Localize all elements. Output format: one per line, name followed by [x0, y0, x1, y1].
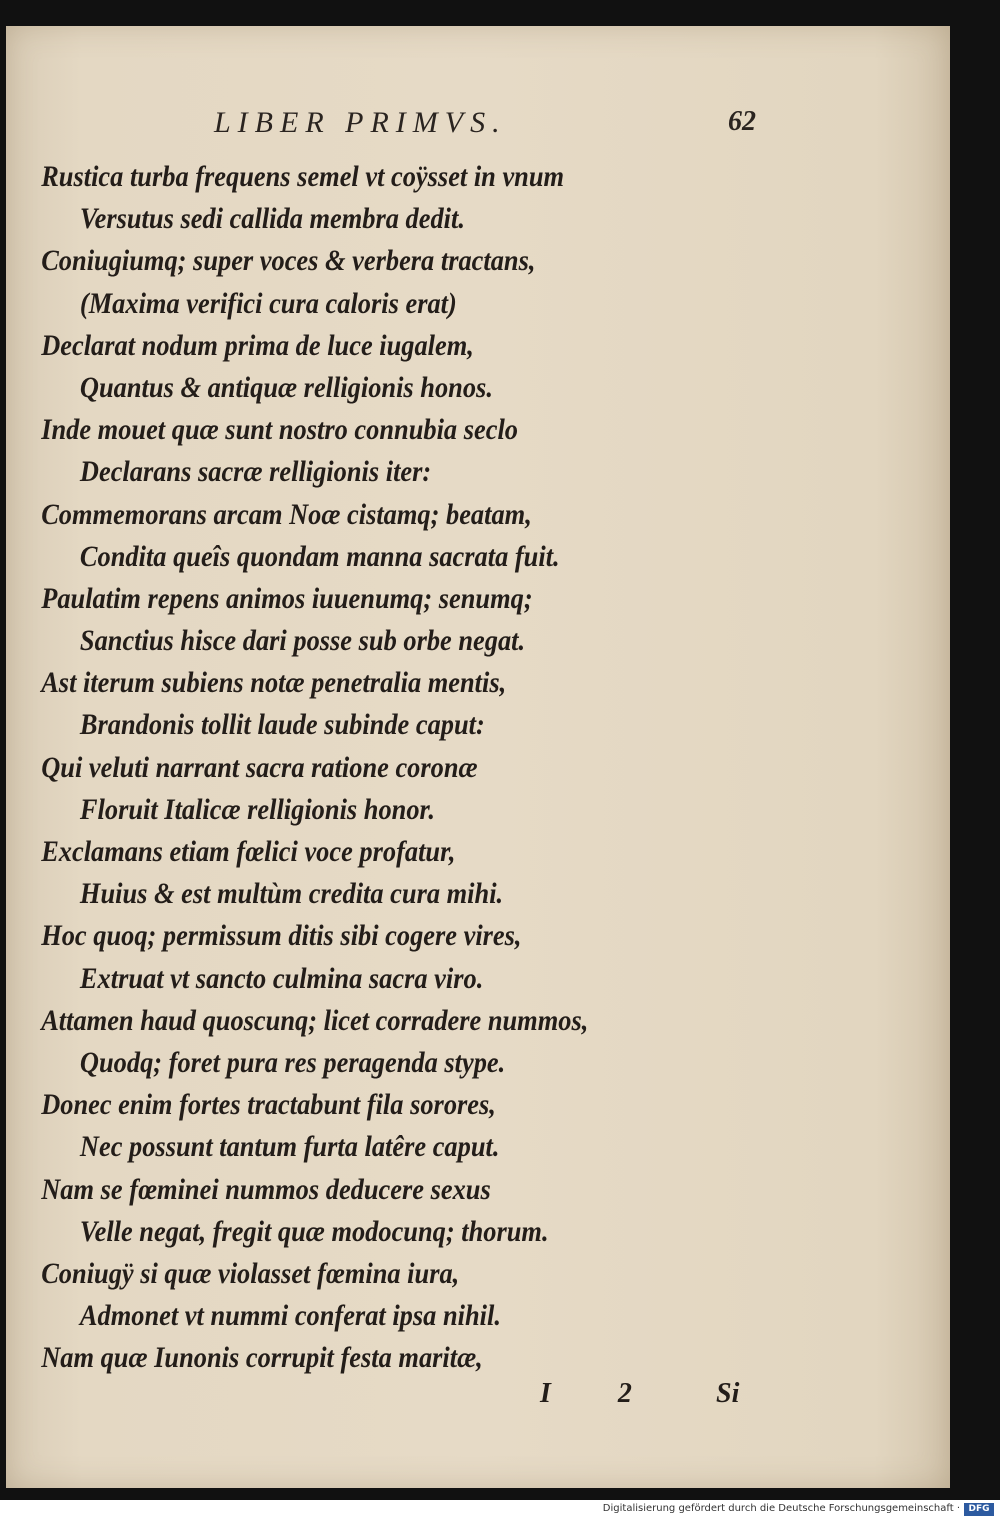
book-page [6, 26, 950, 1488]
verse-line: (Maxima verifici cura caloris erat) [79, 286, 457, 320]
verse-line: Qui veluti narrant sacra ratione coronæ [41, 750, 478, 784]
verse-line: Ast iterum subiens notæ penetralia mentis, [41, 666, 507, 700]
verse-line: Brandonis tollit laude subinde caput: [79, 708, 485, 742]
verse-line: Quodq; foret pura res peragenda stype. [79, 1045, 506, 1079]
verse-line: Exclamans etiam fœlici voce profatur, [41, 835, 456, 868]
verse-line: Attamen haud quoscunq; licet corradere nummos, [41, 1003, 589, 1037]
verse-line: Condita queîs quondam manna sacrata fuit. [79, 539, 560, 573]
verse-line: Nam se fœminei nummos deducere sexus [41, 1172, 491, 1206]
verse-line: Sanctius hisce dari posse sub orbe negat. [79, 624, 526, 658]
footer-bar [0, 1500, 1000, 1520]
verse-line: Inde mouet quæ sunt nostro connubia seclo [41, 413, 518, 447]
verse-line: Hoc quoq; permissum ditis sibi cogere vires, [41, 919, 522, 953]
verse-line: Declarans sacræ relligionis iter: [79, 455, 432, 489]
verse-line: Donec enim fortes tractabunt fila sorores, [41, 1088, 496, 1122]
verse-line: Commemorans arcam Noæ cistamq; beatam, [41, 497, 532, 531]
signature-mark: I 2 [540, 1378, 662, 1409]
verse-list [6, 156, 950, 1379]
verse-line: Declarat nodum prima de luce iugalem, [41, 328, 474, 362]
verse-line: Quantus & antiquæ relligionis honos. [79, 370, 493, 404]
verse-line: Versutus sedi callida membra dedit. [79, 202, 465, 236]
dfg-logo: DFG [964, 1503, 994, 1516]
funding-credit: Digitalisierung gefördert durch die Deutsche Forschungsgemeinschaft · [602, 1503, 960, 1514]
verse-line: Admonet vt nummi conferat ipsa nihil. [79, 1299, 501, 1333]
verse-line: Floruit Italicæ relligionis honor. [79, 792, 435, 826]
verse-line: Paulatim repens animos iuuenumq; senumq; [41, 581, 533, 615]
verse-line: Nam quæ Iunonis corrupit festa maritæ, [41, 1341, 483, 1375]
verse-line: Nec possunt tantum furta latêre caput. [79, 1130, 500, 1164]
verse-line: Coniugÿ si quæ violasset fœmina iura, [41, 1256, 460, 1290]
page-number: 62 [728, 106, 756, 137]
running-head: LIBER PRIMVS. [214, 106, 507, 139]
catchword: Si [716, 1378, 740, 1409]
verse-line: Rustica turba frequens semel vt coÿsset in vnum [41, 160, 565, 193]
verse-line: Velle negat, fregit quæ modocunq; thorum. [79, 1214, 549, 1248]
verse-line: Huius & est multùm credita cura mihi. [79, 877, 504, 911]
verse-line: Extruat vt sancto culmina sacra viro. [79, 961, 484, 995]
verse-line: Coniugiumq; super voces & verbera tractans, [41, 244, 536, 278]
